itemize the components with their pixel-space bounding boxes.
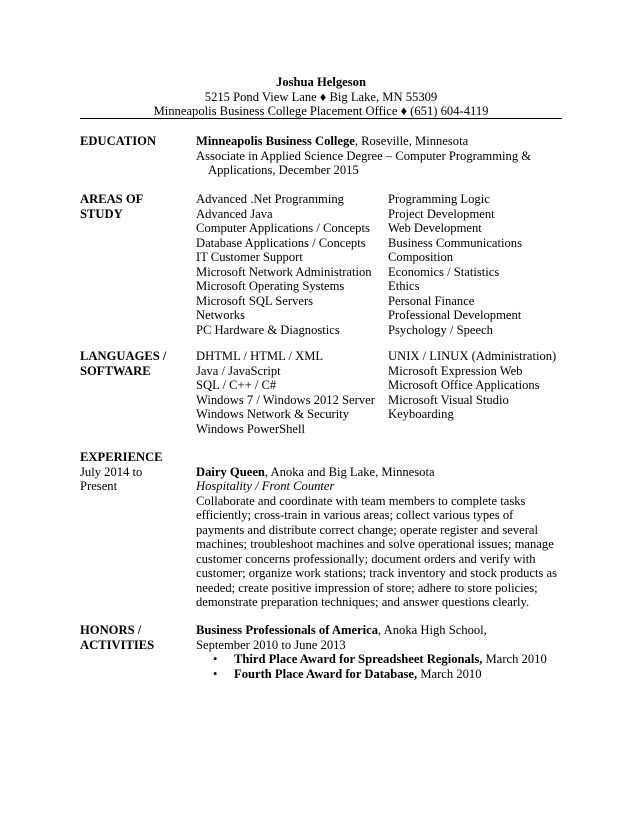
- list-item: Business Communications: [388, 235, 522, 250]
- list-item: PC Hardware & Diagnostics: [196, 322, 340, 337]
- placement-office: Minneapolis Business College Placement Office ♦ (651) 604-4119: [153, 104, 489, 118]
- areas-column-2: [388, 192, 568, 337]
- list-item: Networks: [196, 308, 245, 322]
- school-name: Minneapolis Business College: [196, 134, 355, 148]
- list-item: Professional Development: [388, 308, 522, 322]
- list-item: Economics / Statistics: [388, 264, 500, 279]
- list-item: [196, 652, 562, 667]
- degree-line-2: Applications, December 2015: [208, 163, 359, 177]
- areas-label: [80, 192, 190, 221]
- awards-list: [196, 652, 562, 681]
- honors-label-line-2: ACTIVITIES: [80, 637, 155, 652]
- list-item: Ethics: [388, 279, 420, 293]
- honors-label: [80, 623, 190, 652]
- bullet-icon: •: [213, 652, 218, 666]
- list-item: Windows PowerShell: [196, 421, 305, 436]
- list-item: DHTML / HTML / XML: [196, 349, 324, 363]
- list-item: Database Applications / Concepts: [196, 235, 366, 250]
- list-item: Advanced .Net Programming: [196, 192, 344, 206]
- languages-label: [80, 349, 190, 378]
- languages-column-1: [196, 349, 388, 436]
- school-location: , Roseville, Minnesota: [354, 134, 469, 148]
- list-item: Java / JavaScript: [196, 363, 281, 378]
- list-item: IT Customer Support: [196, 250, 303, 264]
- list-item: Microsoft Operating Systems: [196, 279, 345, 293]
- languages-column-2: [388, 349, 568, 422]
- areas-column-1: [196, 192, 388, 337]
- organization-rest: , Anoka High School,: [378, 623, 487, 637]
- list-item: Microsoft Expression Web: [388, 363, 523, 378]
- experience-dates-line-1: July 2014 to: [80, 464, 143, 479]
- list-item: Psychology / Speech: [388, 322, 493, 337]
- list-item: Personal Finance: [388, 293, 475, 308]
- list-item: Microsoft SQL Servers: [196, 293, 314, 308]
- resume-header: [80, 75, 562, 119]
- experience-body: [196, 465, 562, 610]
- list-item: Programming Logic: [388, 192, 490, 206]
- employer-location: , Anoka and Big Lake, Minnesota: [264, 464, 435, 479]
- honors-body: [196, 623, 562, 681]
- list-item: Microsoft Office Applications: [388, 378, 540, 392]
- award-date: March 2010: [417, 666, 482, 681]
- list-item: Windows 7 / Windows 2012 Server: [196, 392, 375, 407]
- languages-label-line-1: LANGUAGES /: [80, 349, 167, 363]
- job-description: Collaborate and coordinate with team members to complete tasks efficiently; cross-train in various areas; collect various types of payments and distribute correct change; operate register and several machines; troubleshoot machines and solve operational issues; manage customer concerns professionally; document orders and verify with customer; organize work stations; track inventory and stock products as needed; create positive impression of store; adhere to store policies; demonstrate preparation techniques; and answer questions clearly.: [196, 493, 558, 609]
- header-rule: [80, 118, 562, 119]
- honors-dates: September 2010 to June 2013: [196, 637, 346, 652]
- list-item: [196, 667, 562, 682]
- honors-label-line-1: HONORS /: [80, 623, 142, 637]
- list-item: Composition: [388, 250, 454, 264]
- list-item: SQL / C++ / C#: [196, 378, 277, 392]
- areas-label-line-1: AREAS OF: [80, 192, 144, 206]
- list-item: Microsoft Visual Studio: [388, 392, 509, 407]
- experience-heading: EXPERIENCE: [80, 450, 163, 464]
- award-title: Fourth Place Award for Database,: [234, 666, 418, 681]
- education-body: [196, 134, 562, 178]
- experience-label: [80, 450, 190, 494]
- degree-line-1: Associate in Applied Science Degree – Computer Programming &: [196, 148, 532, 163]
- organization-name: Business Professionals of America: [196, 623, 379, 637]
- bullet-icon: •: [213, 666, 218, 681]
- employer-name: Dairy Queen: [196, 464, 265, 479]
- award-title: Third Place Award for Spreadsheet Regionals,: [234, 652, 483, 666]
- list-item: UNIX / LINUX (Administration): [388, 349, 557, 363]
- award-date: March 2010: [482, 652, 547, 666]
- languages-label-line-2: SOFTWARE: [80, 363, 151, 378]
- job-title: Hospitality / Front Counter: [196, 479, 335, 493]
- education-label: EDUCATION: [80, 134, 157, 148]
- experience-dates-line-2: Present: [80, 479, 118, 493]
- areas-label-line-2: STUDY: [80, 206, 123, 221]
- list-item: Web Development: [388, 221, 482, 235]
- candidate-name: Joshua Helgeson: [276, 75, 366, 89]
- list-item: Advanced Java: [196, 206, 273, 221]
- list-item: Keyboarding: [388, 407, 454, 421]
- list-item: Project Development: [388, 206, 495, 221]
- list-item: Microsoft Network Administration: [196, 264, 372, 279]
- candidate-address: 5215 Pond View Lane ♦ Big Lake, MN 55309: [204, 89, 438, 104]
- list-item: Windows Network & Security: [196, 407, 350, 421]
- list-item: Computer Applications / Concepts: [196, 221, 370, 235]
